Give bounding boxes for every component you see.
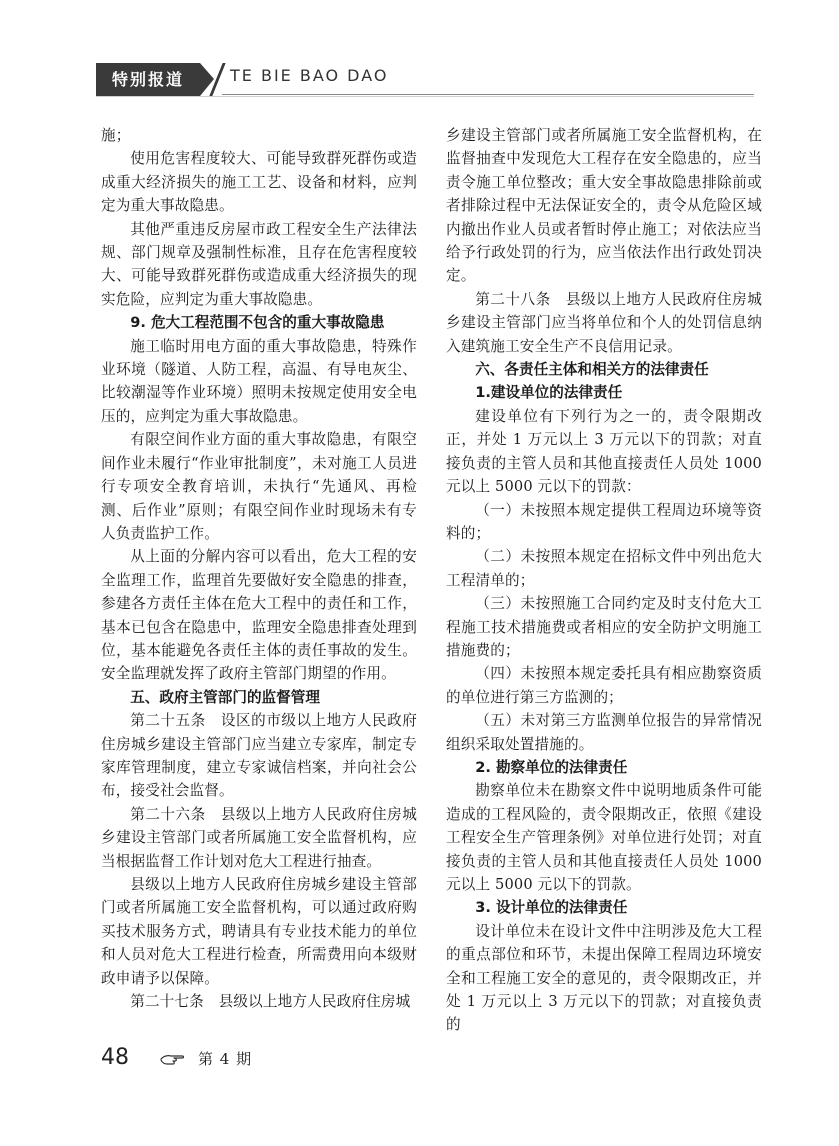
section-heading: 五、政府主管部门的监督管理 xyxy=(130,688,320,706)
left-column xyxy=(101,124,417,1013)
body-paragraph: 施工临时用电方面的重大事故隐患，特殊作业环境（隧道、人防工程，高温、有导电灰尘、比较潮湿等作业环境）照明未按规定使用安全电压的，应判定为重大事故隐患。 xyxy=(101,337,417,425)
body-paragraph: 第二十七条 县级以上地方人民政府住房城 xyxy=(130,993,411,1011)
pointing-hand-icon xyxy=(160,1050,186,1066)
body-paragraph: 县级以上地方人民政府住房城乡建设主管部门或者所属施工安全监督机构，可以通过政府购买技术服务方式，聘请具有专业技术能力的单位和人员对危大工程进行检查，所需费用向本级财政申请予以保障。 xyxy=(101,876,417,987)
body-paragraph: 乡建设主管部门或者所属施工安全监督机构，在监督抽查中发现危大工程存在安全隐患的，应当责令施工单位整改；重大安全事故隐患排除前或者排除过程中无法保证安全的，责令从危险区域内撤出作业人员或者暂时停止施工；对依法应当给予行政处罚的行为，应当依法作出行政处罚决定。 xyxy=(446,127,762,285)
body-paragraph: 施； xyxy=(101,127,131,144)
body-paragraph: 从上面的分解内容可以看出，危大工程的安全监理工作，监理首先要做好安全隐患的排查，参建各方责任主体在危大工程中的责任和工作，基本已包含在隐患中，监理安全隐患排查处理到位，基本能避免各责任主体的责任事故的发生。安全监理就发挥了政府主管部门期望的作用。 xyxy=(101,548,417,683)
body-paragraph: 使用危害程度较大、可能导致群死群伤或造成重大经济损失的施工工艺、设备和材料，应判定为重大事故隐患。 xyxy=(101,150,417,215)
page-number: 48 xyxy=(101,1045,129,1070)
right-column xyxy=(446,124,762,1037)
section-heading: 六、各责任主体和相关方的法律责任 xyxy=(475,361,709,379)
body-paragraph: （五）未对第三方监测单位报告的异常情况组织采取处置措施的。 xyxy=(446,712,762,753)
body-paragraph: 第二十五条 设区的市级以上地方人民政府住房城乡建设主管部门应当建立专家库，制定专家库管理制度，建立专家诚信档案，并向社会公布，接受社会监督。 xyxy=(101,712,417,800)
section-title-en: TE BIE BAO DAO xyxy=(230,66,389,85)
body-paragraph: 建设单位有下列行为之一的，责令限期改正，并处 1 万元以上 3 万元以下的罚款；对直接负责的主管人员和其他直接责任人员处 1000 元以上 5000 元以下的罚款： xyxy=(446,407,762,496)
section-heading: 2. 勘察单位的法律责任 xyxy=(475,758,628,776)
body-paragraph: 勘察单位未在勘察文件中说明地质条件可能造成的工程风险的，责令限期改正，依照《建设工程安全生产管理条例》对单位进行处罚；对直接负责的主管人员和其他直接责任人员处 1000 元以上 5000 元以下的罚款。 xyxy=(446,782,762,893)
header-rule-light xyxy=(96,96,754,97)
section-heading: 3. 设计单位的法律责任 xyxy=(475,899,628,917)
body-paragraph: （四）未按照本规定委托具有相应勘察资质的单位进行第三方监测的； xyxy=(446,665,762,706)
body-paragraph: 其他严重违反房屋市政工程安全生产法律法规、部门规章及强制性标准，且存在危害程度较大、可能导致群死群伤或造成重大经济损失的现实危险，应判定为重大事故隐患。 xyxy=(101,220,417,308)
body-paragraph: （二）未按照本规定在招标文件中列出危大工程清单的； xyxy=(446,548,762,589)
header-rule xyxy=(222,94,754,95)
issue-label: 第 4 期 xyxy=(198,1050,253,1068)
body-paragraph: 第二十六条 县级以上地方人民政府住房城乡建设主管部门或者所属施工安全监督机构，应当根据监督工作计划对危大工程进行抽查。 xyxy=(101,805,417,870)
body-paragraph: （一）未按照本规定提供工程周边环境等资料的； xyxy=(446,501,762,542)
body-paragraph: 有限空间作业方面的重大事故隐患，有限空间作业未履行“作业审批制度”，未对施工人员进行专项安全教育培训，未执行“先通风、再检测、后作业”原则；有限空间作业时现场未有专人负责监护工作。 xyxy=(101,431,417,542)
body-paragraph: 设计单位未在设计文件中注明涉及危大工程的重点部位和环节，未提出保障工程周边环境安全和工程施工安全的意见的，责令限期改正，并处 1 万元以上 3 万元以下的罚款；对直接负责的 xyxy=(446,922,762,1034)
section-heading: 9. 危大工程范围不包含的重大事故隐患 xyxy=(130,314,385,332)
page-header xyxy=(0,0,839,110)
body-paragraph: （三）未按照施工合同约定及时支付危大工程施工技术措施费或者相应的安全防护文明施工措施费的； xyxy=(446,595,762,659)
section-badge: 特别报道 xyxy=(96,63,200,96)
section-heading: 1.建设单位的法律责任 xyxy=(475,384,623,402)
body-paragraph: 第二十八条 县级以上地方人民政府住房城乡建设主管部门应当将单位和个人的处罚信息纳入建筑施工安全生产不良信用记录。 xyxy=(446,290,762,355)
